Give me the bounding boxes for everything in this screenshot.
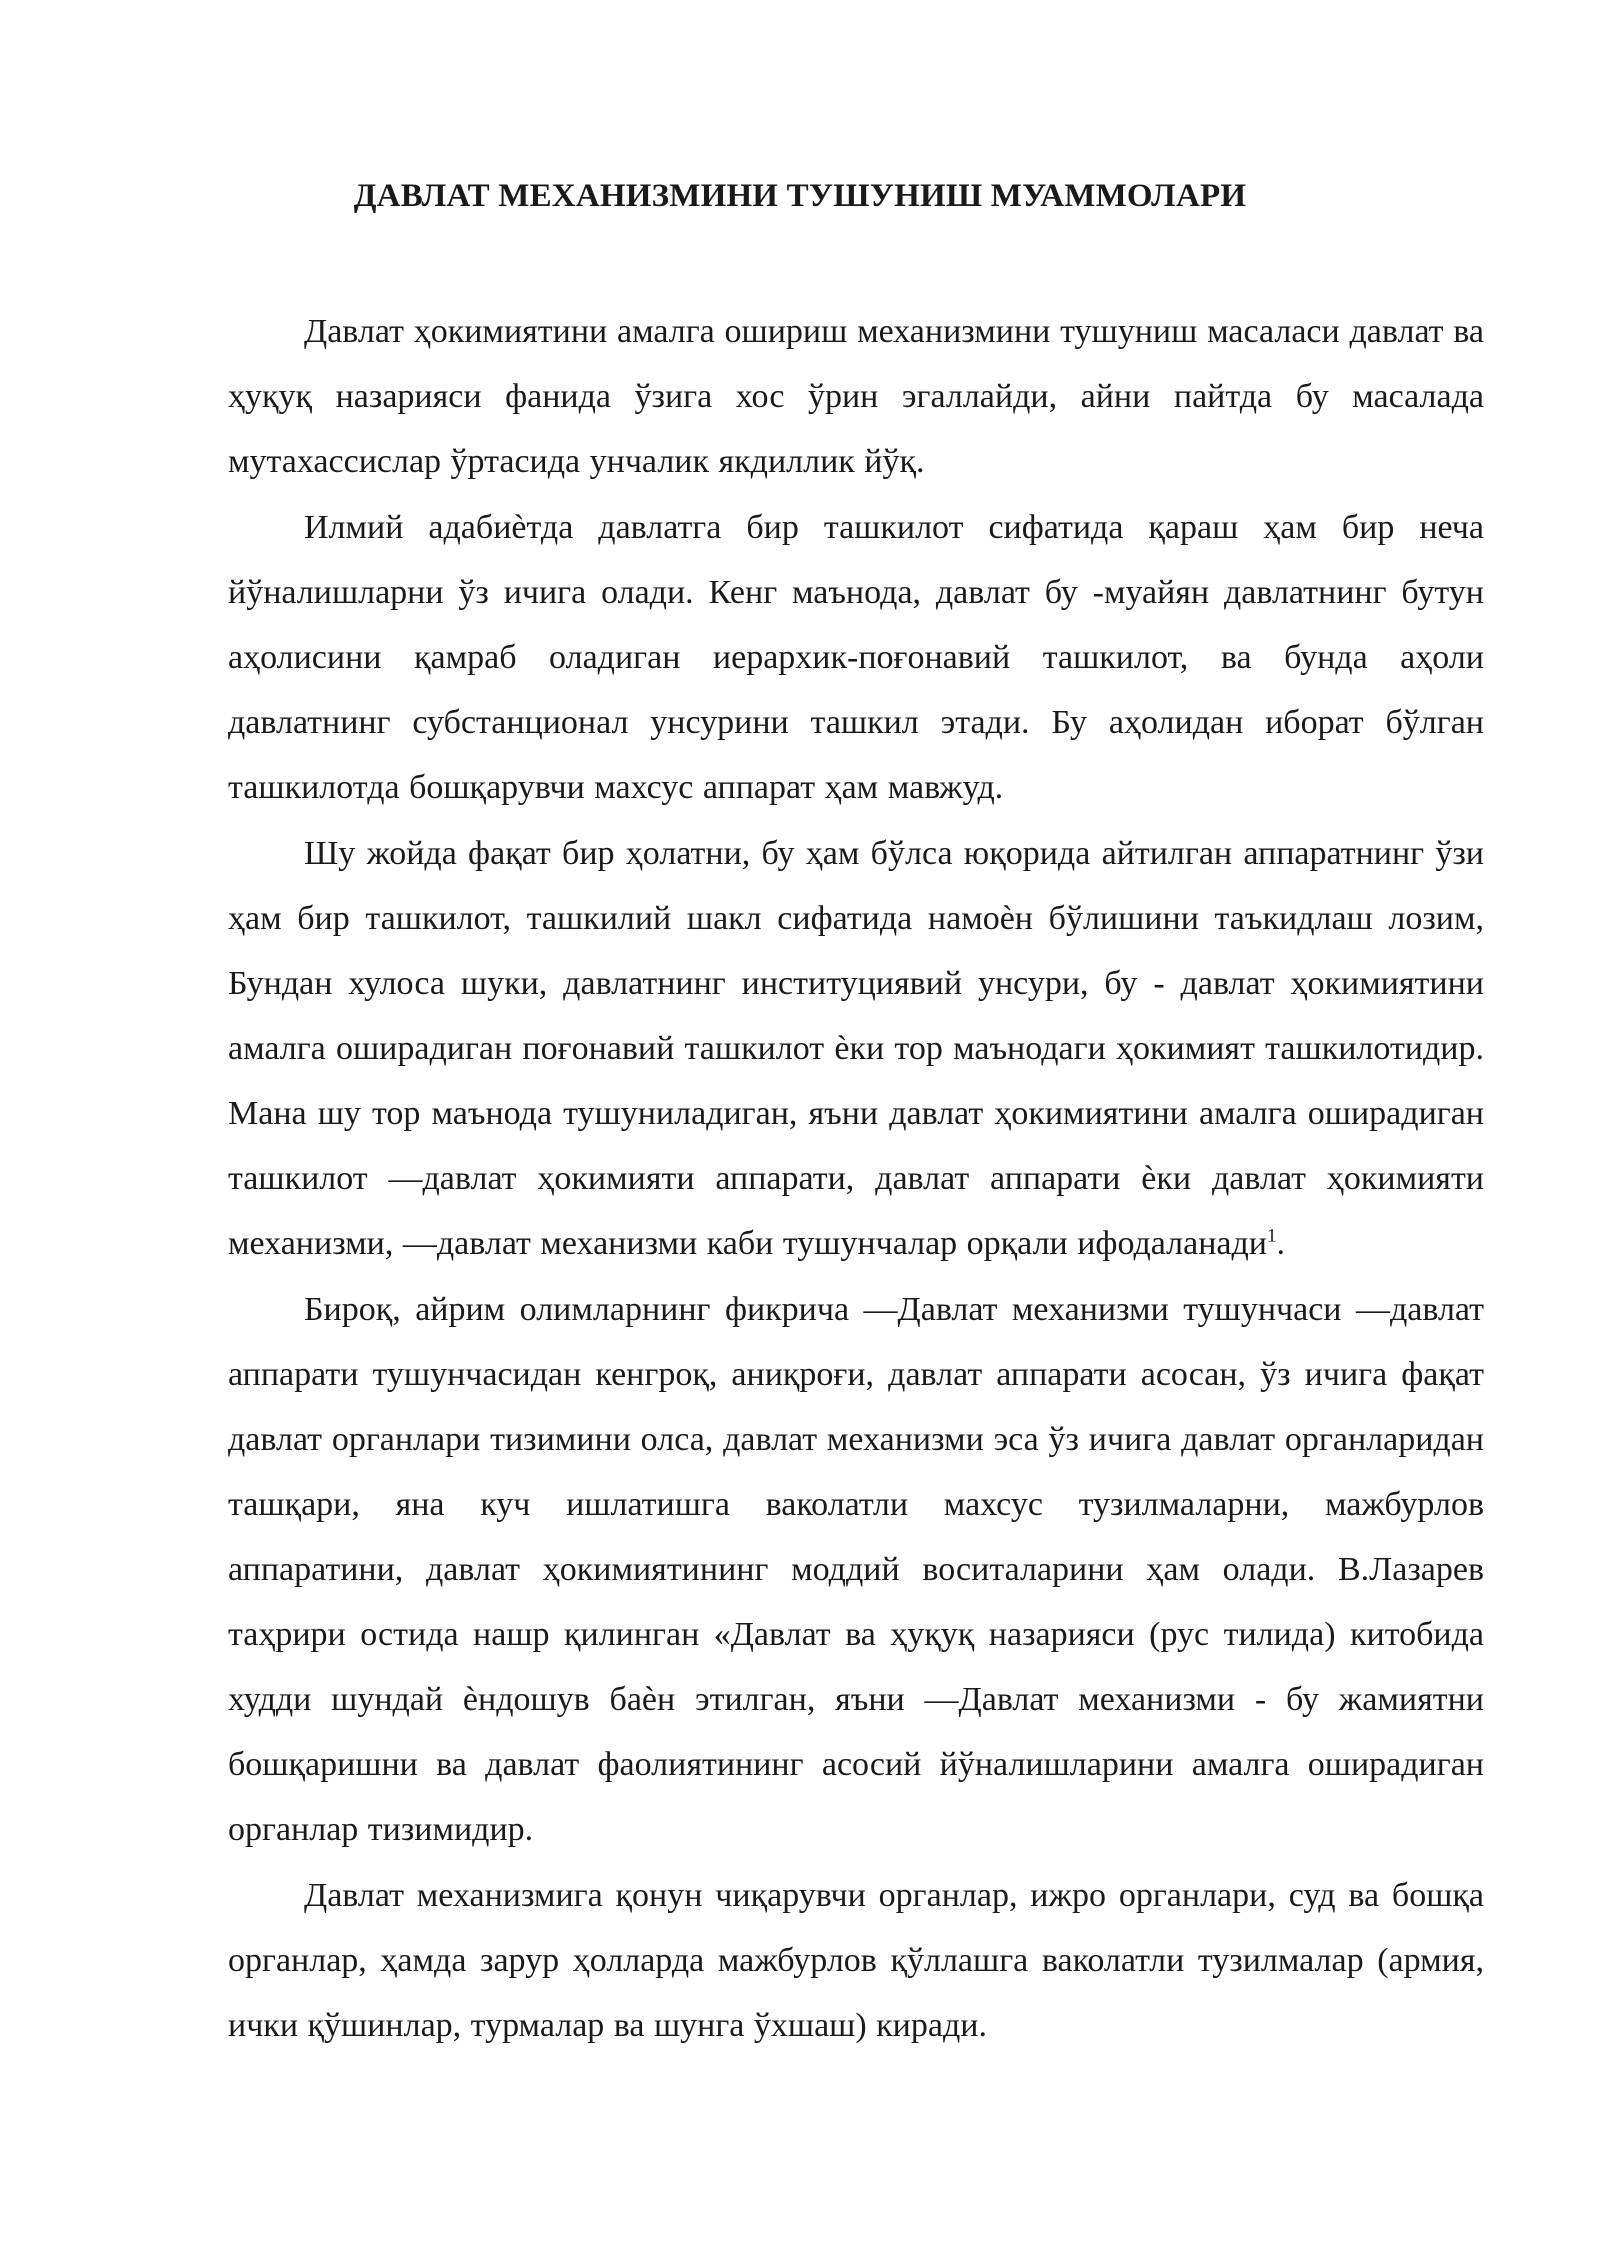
footnote-reference[interactable]: 1 [1267, 1225, 1277, 1247]
document-title: ДАВЛАТ МЕХАНИЗМИНИ ТУШУНИШ МУАММОЛАРИ [353, 178, 1247, 214]
paragraph-3 [228, 821, 1484, 1276]
paragraph-5: Давлат механизмига қонун чиқарувчи органлар, ижро органлари, суд ва бошқа органлар, ҳамда зарур ҳолларда мажбурлов қўллашга ваколатли тузилмалар (армия, ички қўшинлар, турмалар ва шунга ўхшаш) киради. [228, 1877, 1484, 2044]
paragraph-4: Бироқ, айрим олимларнинг фикрича ―Давлат механизми тушунчаси ―давлат аппарати тушунчасидан кенгроқ, аниқроғи, давлат аппарати асосан, ўз ичига фақат давлат органлари тизимини олса, давлат механизми эса ўз ичига давлат органларидан ташқари, яна куч ишлатишга ваколатли махсус тузилмаларни, мажбурлов аппаратини, давлат ҳокимиятининг моддий воситаларини ҳам олади. В.Лазарев таҳрири остида нашр қилинган «Давлат ва ҳуқуқ назарияси (рус тилида) китобида худди шундай ѐндошув баѐн этилган, яъни ―Давлат механизми - бу жамиятни бошқаришни ва давлат фаолиятининг асосий йўналишларини амалга оширадиган органлар тизимидир. [228, 1291, 1484, 1848]
paragraph-3-text: Шу жойда фақат бир ҳолатни, бу ҳам бўлса юқорида айтилган аппаратнинг ўзи ҳам бир ташкилот, ташкилий шакл сифатида намоѐн бўлишини таъкидлаш лозим, Бундан хулоса шуки, давлатнинг институциявий унсури, бу - давлат ҳокимиятини амалга оширадиган поғонавий ташкилот ѐки тор маънодаги ҳокимият ташкилотидир. Мана шу тор маънода тушуниладиган, яъни давлат ҳокимиятини амалга оширадиган ташкилот ―давлат ҳокимияти аппарати, давлат аппарати ѐки давлат ҳокимияти механизми, ―давлат механизми каби тушунчалар орқали ифодаланади [228, 835, 1484, 1262]
document-body [228, 299, 1484, 2059]
paragraph-3-end-punctuation: . [1276, 1225, 1285, 1262]
paragraph-2: Илмий адабиѐтда давлатга бир ташкилот сифатида қараш ҳам бир неча йўналишларни ўз ичига олади. Кенг маънода, давлат бу -муайян давлатнинг бутун аҳолисини қамраб оладиган иерархик-поғонавий ташкилот, ва бунда аҳоли давлатнинг субстанционал унсурини ташкил этади. Бу аҳолидан иборат бўлган ташкилотда бошқарувчи махсус аппарат ҳам мавжуд. [228, 509, 1484, 806]
paragraph-1: Давлат ҳокимиятини амалга ошириш механизмини тушуниш масаласи давлат ва ҳуқуқ назарияси фанида ўзига хос ўрин эгаллайди, айни пайтда бу масалада мутахассислар ўртасида унчалик якдиллик йўқ. [228, 313, 1484, 480]
